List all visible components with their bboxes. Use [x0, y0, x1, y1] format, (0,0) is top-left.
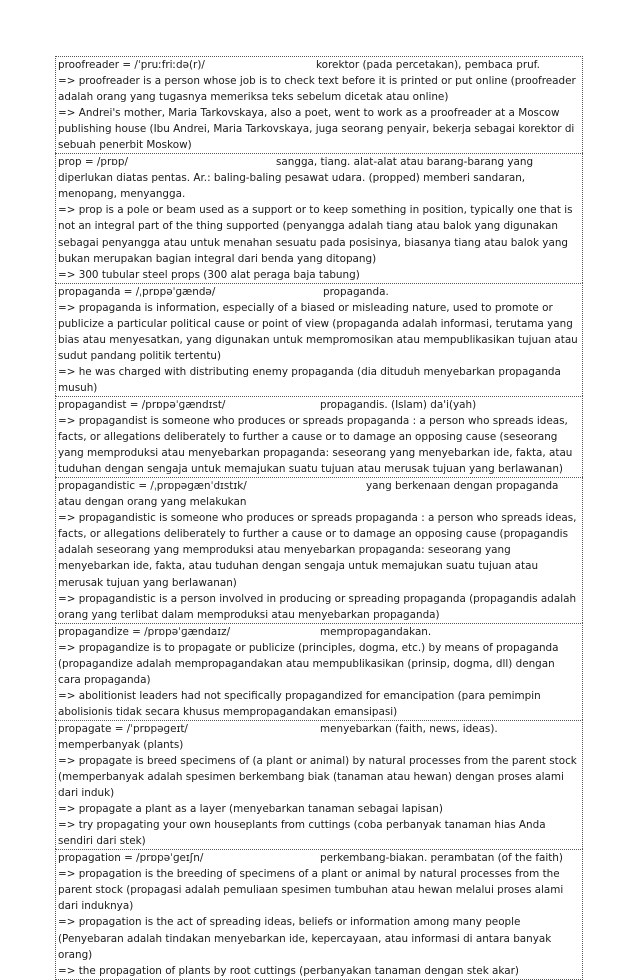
entry-meaning: propagandis. (Islam) da'i(yah) — [320, 398, 477, 411]
entry-example: => propagate is breed specimens of (a plant or animal) by natural processes from the parent stock (memperbanyak adalah spesimen berkembang biak (tanaman atau hewan) dengan proses alami dari induk) — [58, 755, 577, 800]
entry-example: => propagandistic is a person involved in producing or spreading propaganda (propagandis adalah orang yang terlibat dalam memproduksi atau menyebarkan propaganda) — [58, 592, 577, 621]
entry-term: propagation = /prɒpəˈɡeɪʃn/ — [58, 852, 204, 865]
entry-headline — [58, 284, 580, 300]
entry-meaning: menyebarkan (faith, news, ideas). memperbanyak (plants) — [58, 722, 498, 751]
entry-example: => 300 tubular steel props (300 alat peraga baja tabung) — [58, 268, 360, 281]
entry-headline — [58, 850, 580, 866]
entry-example: => try propagating your own houseplants from cuttings (coba perbanyak tanaman hias Anda sendiri dari stek) — [58, 819, 546, 848]
dictionary-entry — [55, 720, 583, 849]
entry-headline — [58, 57, 580, 73]
entry-headline — [58, 397, 580, 413]
dictionary-entry — [55, 849, 583, 979]
entry-example: => he was charged with distributing enemy propaganda (dia dituduh menyebarkan propaganda musuh) — [58, 365, 561, 394]
entry-term: propaganda = /ˌprɒpəˈɡændə/ — [58, 285, 216, 298]
entry-example: => proofreader is a person whose job is to check text before it is printed or put online (proofreader adalah orang yang tugasnya memeriksa teks sebelum dicetak atau online) — [58, 75, 576, 104]
entry-headline — [58, 478, 580, 510]
entry-meaning: yang berkenaan dengan propaganda atau dengan orang yang melakukan — [58, 480, 559, 509]
entry-example: => prop is a pole or beam used as a support or to keep something in position, typically one that is not an integral part of the thing supported (penyangga adalah tiang atau balok yang digunakan sebagai penyangga atau untuk menahan sesuatu pada posisinya, biasanya tiang atau balok yang bukan merupakan bagian integral dari benda yang ditopang) — [58, 204, 573, 265]
entry-meaning: korektor (pada percetakan), pembaca pruf. — [316, 59, 540, 71]
entry-term: propagandist = /prɒpəˈɡændɪst/ — [58, 398, 226, 411]
entry-example: => propaganda is information, especially of a biased or misleading nature, used to promote or publicize a particular political cause or point of view (propaganda adalah informasi, terutama yang bias atau menyesatkan, yang digunakan untuk mempromosikan atau mempublikasikan tujuan atau sudut pandang politik tertentu) — [58, 301, 578, 362]
dictionary-entry — [55, 283, 583, 396]
dictionary-entry — [55, 56, 583, 153]
entry-meaning: sangga, tiang. alat-alat atau barang-barang yang diperlukan diatas pentas. Ar.: baling-baling pesawat udara. (propped) memberi sandaran, menopang, menyangga. — [58, 156, 534, 201]
dictionary-page — [55, 56, 583, 980]
entry-example: => propagation is the breeding of specimens of a plant or animal by natural processes from the parent stock (propagasi adalah pemuliaan spesimen tumbuhan atau hewan melalui proses alami dari induknya) — [58, 868, 564, 913]
entry-headline — [58, 624, 580, 640]
dictionary-entry — [55, 396, 583, 477]
entry-headline — [58, 154, 580, 202]
entry-example: => the propagation of plants by root cuttings (perbanyakan tanaman dengan stek akar) — [58, 964, 519, 977]
entry-example: => propagandistic is someone who produces or spreads propaganda : a person who spreads ideas, facts, or allegations deliberately to further a cause or to damage an opposing cause (propagandis adalah seseorang yang memproduksi atau menyebarkan propaganda: seseorang yang menyebarkan ide, fakta, atau tuduhan dengan sengaja untuk memajukan suatu tujuan atau merusak tujuan yang berlawanan) — [58, 512, 577, 589]
entry-example: => abolitionist leaders had not specifically propagandized for emancipation (para pemimpin abolisionis tidak secara khusus mempropagandakan emansipasi) — [58, 689, 541, 718]
entry-term: prop = /prɒp/ — [58, 156, 128, 169]
dictionary-entry — [55, 153, 583, 282]
entry-example: => propagation is the act of spreading ideas, beliefs or information among many people (Penyebaran adalah tindakan menyebarkan ide, kepercayaan, atau informasi di antara banyak orang) — [58, 916, 552, 961]
entry-example: => propagate a plant as a layer (menyebarkan tanaman sebagai lapisan) — [58, 803, 443, 816]
entry-meaning: perkembang-biakan. perambatan (of the faith) — [320, 852, 563, 865]
entry-headline — [58, 721, 580, 753]
entry-term: propagandistic = /ˌprɒpəɡænˈdɪstɪk/ — [58, 480, 247, 493]
entry-term: propagandize = /prɒpəˈɡændaɪz/ — [58, 625, 231, 638]
entry-term: propagate = /ˈprɒpəɡeɪt/ — [58, 722, 188, 735]
entry-meaning: mempropagandakan. — [320, 625, 432, 638]
entry-meaning: propaganda. — [323, 285, 389, 298]
dictionary-entry — [55, 623, 583, 720]
entry-term: proofreader = /ˈpruːfriːdə(r)/ — [58, 59, 205, 71]
entry-example: => propagandist is someone who produces or spreads propaganda : a person who spreads ideas, facts, or allegations deliberately to further a cause or to damage an opposing cause (seseorang yang memproduksi atau menyebarkan propaganda: seseorang yang menyebarkan ide, fakta, atau tuduhan dengan sengaja untuk memajukan suatu tujuan atau merusak tujuan yang berlawanan) — [58, 415, 573, 476]
entry-example: => Andrei's mother, Maria Tarkovskaya, also a poet, went to work as a proofreader at a Moscow publishing house (Ibu Andrei, Maria Tarkovskaya, juga seorang penyair, bekerja sebagai korektor di sebuah penerbit Moskow) — [58, 107, 575, 152]
dictionary-entry — [55, 477, 583, 622]
entry-example: => propagandize is to propagate or publicize (principles, dogma, etc.) by means of propaganda (propagandize adalah mempropagandakan atau mempublikasikan (prinsip, dogma, dll) dengan cara propaganda) — [58, 641, 559, 686]
